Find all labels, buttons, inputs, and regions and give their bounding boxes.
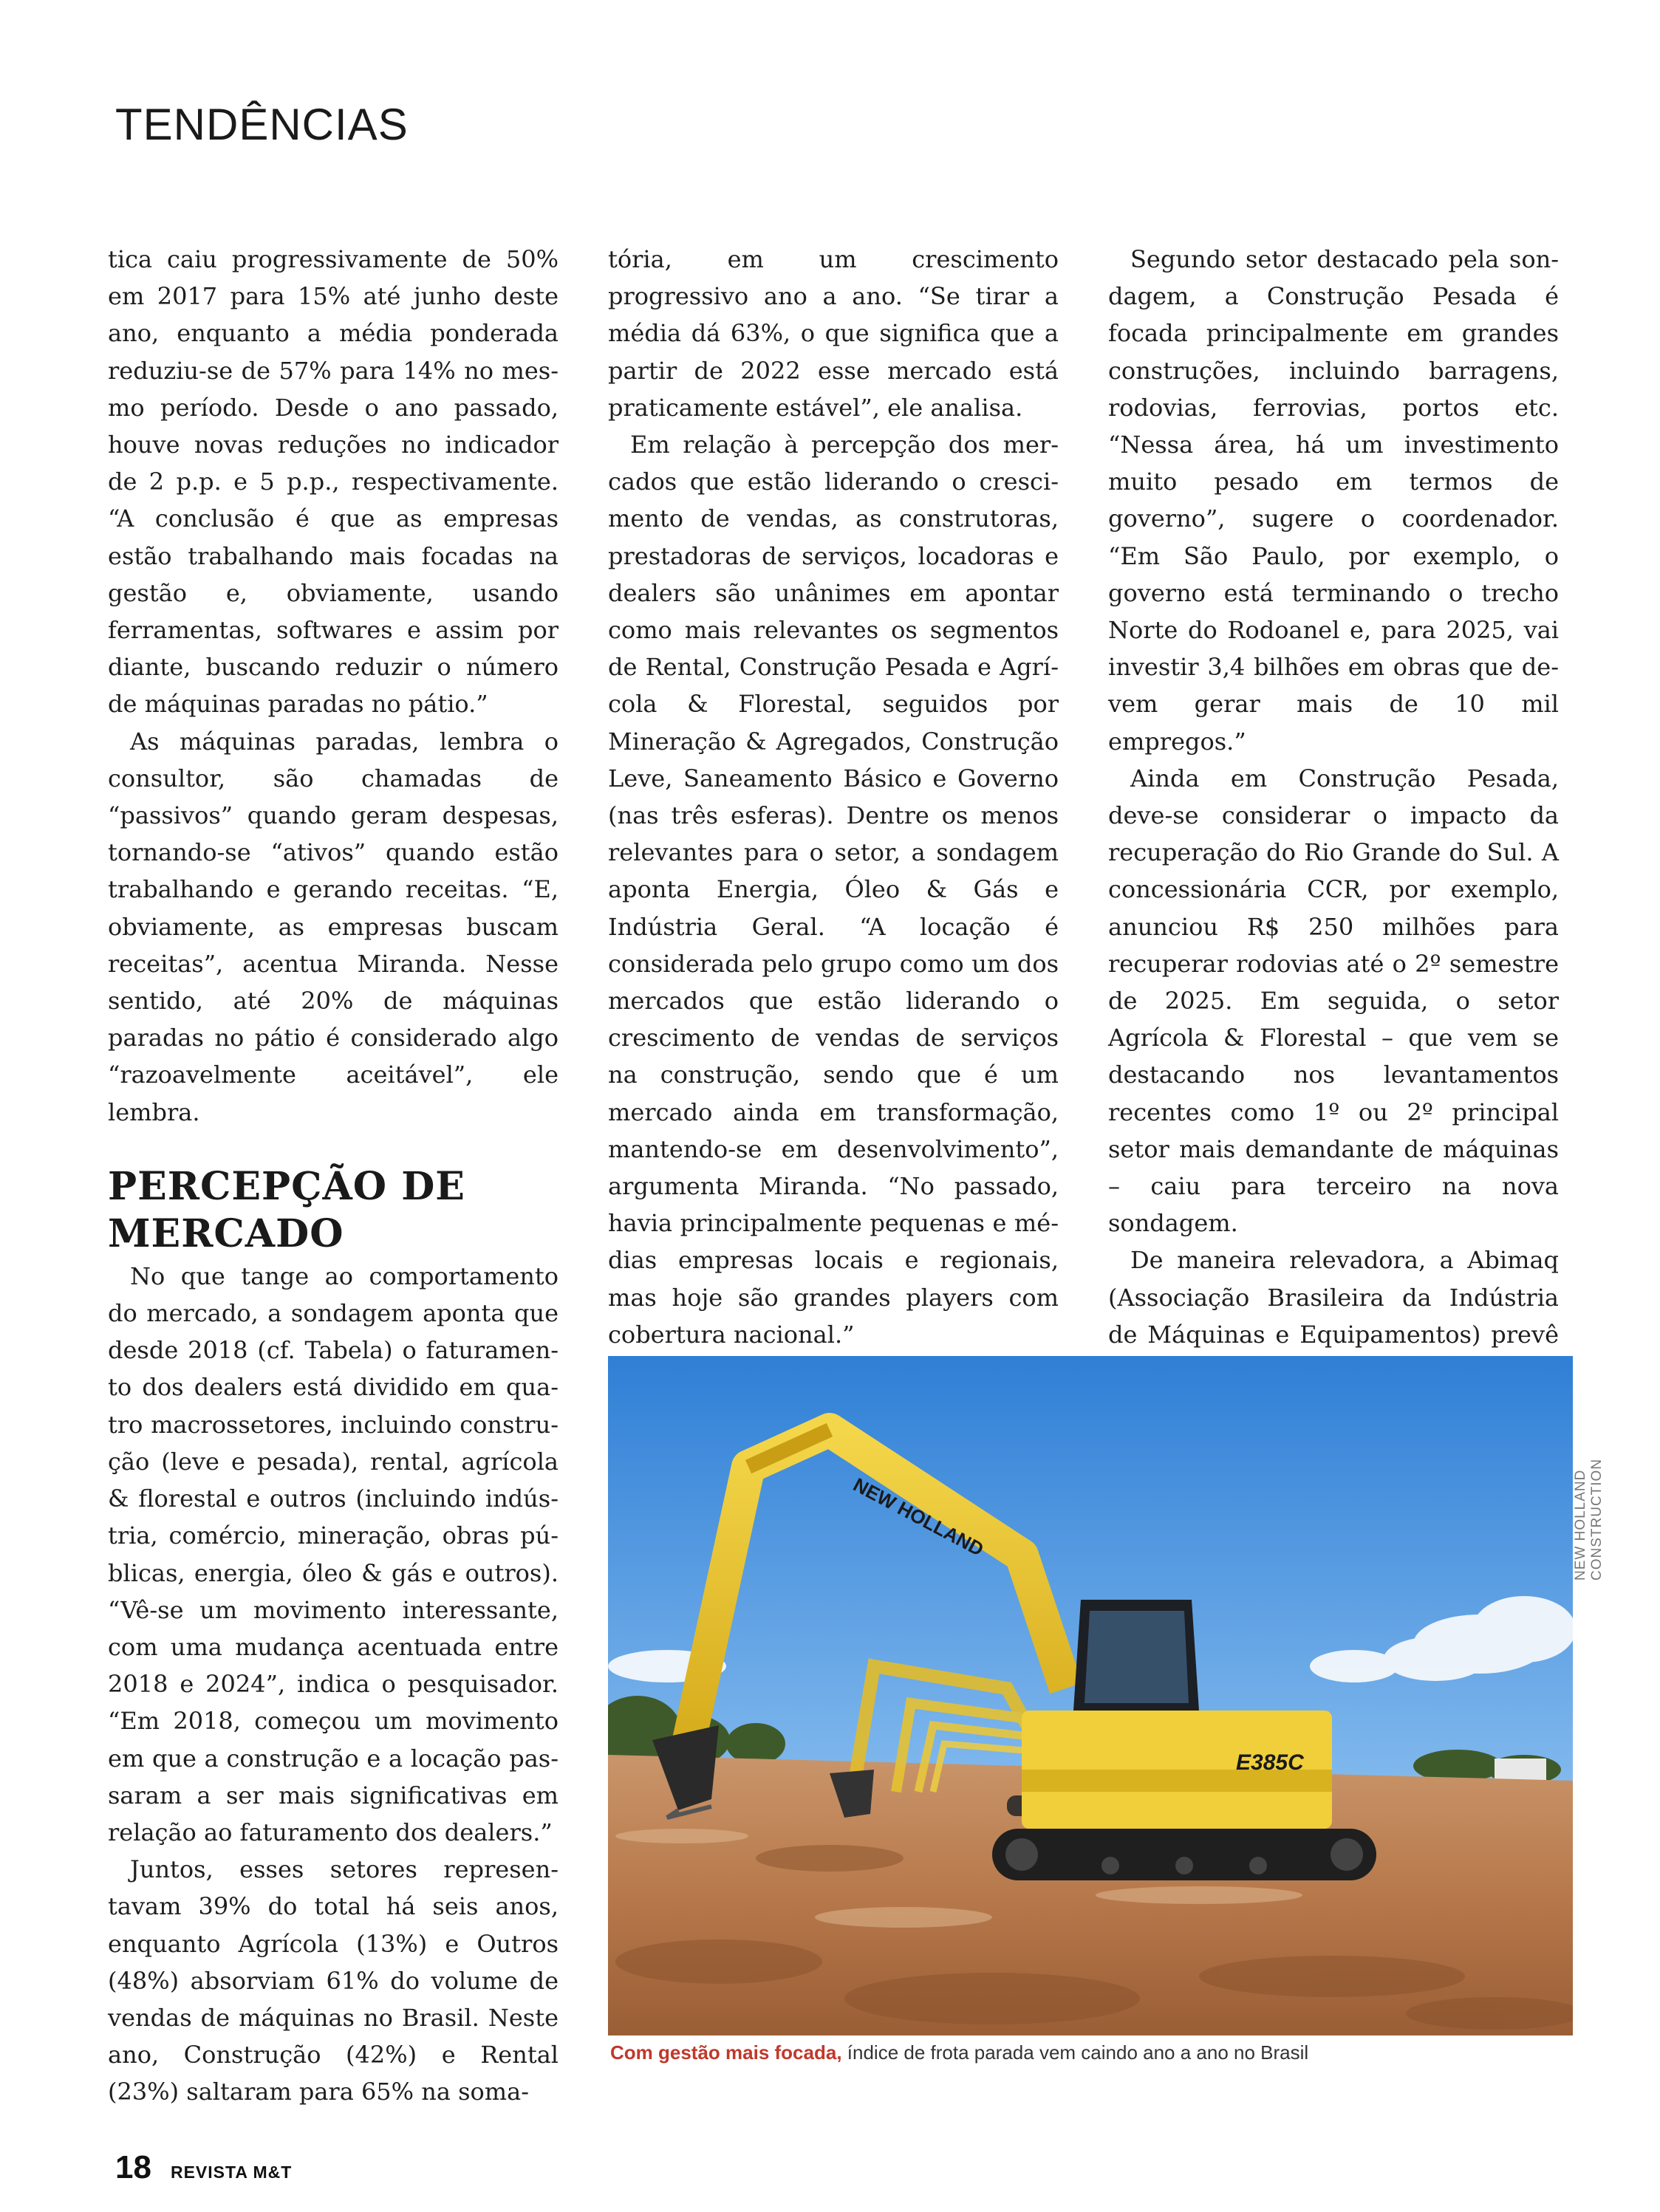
subheading: PERCEPÇÃO DE MERCADO <box>108 1163 465 1256</box>
paragraph: Ainda em Construção Pesada, deve-se considerar o impacto da recuperação do Rio Grande do Sul. A concessionária CCR, por exemplo, anunciou R$ 250 milhões para recuperar rodovias até o 2º semestre de 2025. Em seguida, o setor Agrícola & Florestal – que vem se destacando nos levantamentos recentes como 1º ou 2º principal setor mais demandante de máquinas – caiu para terceiro na nova sondagem. <box>1108 764 1559 1238</box>
photo-credit: NEW HOLLAND CONSTRUCTION <box>1573 1458 1605 1581</box>
paragraph: Juntos, esses setores representavam 39% do total há seis anos, enquanto Agrícola (13%) e Outros (48%) absorviam 61% do volume de vendas de máquinas no Brasil. Neste ano, Construção (42%) e Rental (23%) saltaram para 65% na soma- <box>108 1855 559 2106</box>
excavator-photo <box>608 1356 1573 2035</box>
section-title: TENDÊNCIAS <box>115 100 409 149</box>
paragraph: tica caiu progressivamente de 50% em 2017 para 15% até junho deste ano, enquanto a média ponderada reduziu-se de 57% para 14% no mesmo período. Desde o ano passado, houve novas reduções no indicador de 2 p.p. e 5 p.p., respectivamente. “A conclusão é que as empresas estão trabalhando mais focadas na gestão e, obviamente, usando ferramentas, softwares e assim por diante, buscando reduzir o número de máquinas paradas no pátio.” <box>108 245 559 719</box>
article-column-2 <box>608 241 1059 1353</box>
paragraph: Em relação à percepção dos mercados que estão liderando o crescimento de vendas, as construtoras, prestadoras de serviços, locadoras e dealers são unânimes em apontar como mais relevantes os segmentos de Rental, Construção Pesada e Agrícola & Florestal, seguidos por Mineração & Agregados, Construção Leve, Saneamento Básico e Governo (nas três esferas). Dentre os menos relevantes para o setor, a sondagem aponta Energia, Óleo & Gás e Indústria Geral. “A locação é considerada pelo grupo como um dos mercados que estão liderando o crescimento de vendas de serviços na construção, sendo que é um mercado ainda em transformação, mantendo-se em desenvolvimento”, argumenta Miranda. “No passado, havia principalmente pequenas e médias empresas locais e regionais, mas hoje são grandes players com cobertura nacional.” <box>608 431 1059 1349</box>
page-footer <box>115 2149 292 2186</box>
article-column-1 <box>108 241 559 2111</box>
photo-caption <box>610 2041 1571 2064</box>
paragraph: No que tange ao comportamento do mercado, a sondagem aponta que desde 2018 (cf. Tabela) o faturamento dos dealers está dividido em quatro macrossetores, incluindo construção (leve e pesada), rental, agrícola & florestal e outros (incluindo indústria, comércio, mineração, obras públicas, energia, óleo & gás e outros). “Vê-se um movimento interessante, com uma mudança acentuada entre 2018 e 2024”, indica o pesquisador. “Em 2018, começou um movimento em que a construção e a locação passaram a ser mais significativas em relação ao faturamento dos dealers.” <box>108 1261 559 1846</box>
page-number: 18 <box>115 2149 151 2185</box>
paragraph: De maneira relevadora, a Abimaq (Associação Brasileira da Indústria de Máquinas e Equipamentos) prevê <box>1108 1246 1559 1349</box>
caption-lead: Com gestão mais focada, <box>610 2041 842 2064</box>
magazine-name: REVISTA M&T <box>170 2163 293 2182</box>
paragraph: As máquinas paradas, lembra o consultor, são chamadas de “passivos” quando geram despesas, tornando-se “ativos” quando estão trabalhando e gerando receitas. “E, obviamente, as empresas buscam receitas”, acentua Miranda. Nesse sentido, até 20% de máquinas paradas no pátio é considerado algo “razoavelmente aceitável”, ele lembra. <box>108 727 559 1126</box>
paragraph: Segundo setor destacado pela sondagem, a Construção Pesada é focada principalmente em grandes construções, incluindo barragens, rodovias, ferrovias, portos etc. “Nessa área, há um investimento muito pesado em termos de governo”, sugere o coordenador. “Em São Paulo, por exemplo, o governo está terminando o trecho Norte do Rodoanel e, para 2025, vai investir 3,4 bilhões em obras que devem gerar mais de 10 mil empregos.” <box>1108 245 1559 756</box>
caption-text: índice de frota parada vem caindo ano a ano no Brasil <box>841 2041 1309 2064</box>
paragraph: tória, em um crescimento progressivo ano a ano. “Se tirar a média dá 63%, o que significa que a partir de 2022 esse mercado está praticamente estável”, ele analisa. <box>608 245 1059 422</box>
model-decal: E385C <box>1236 1750 1304 1775</box>
brand-decal: NEW HOLLAND <box>850 1473 988 1561</box>
article-column-3 <box>1108 241 1559 1502</box>
